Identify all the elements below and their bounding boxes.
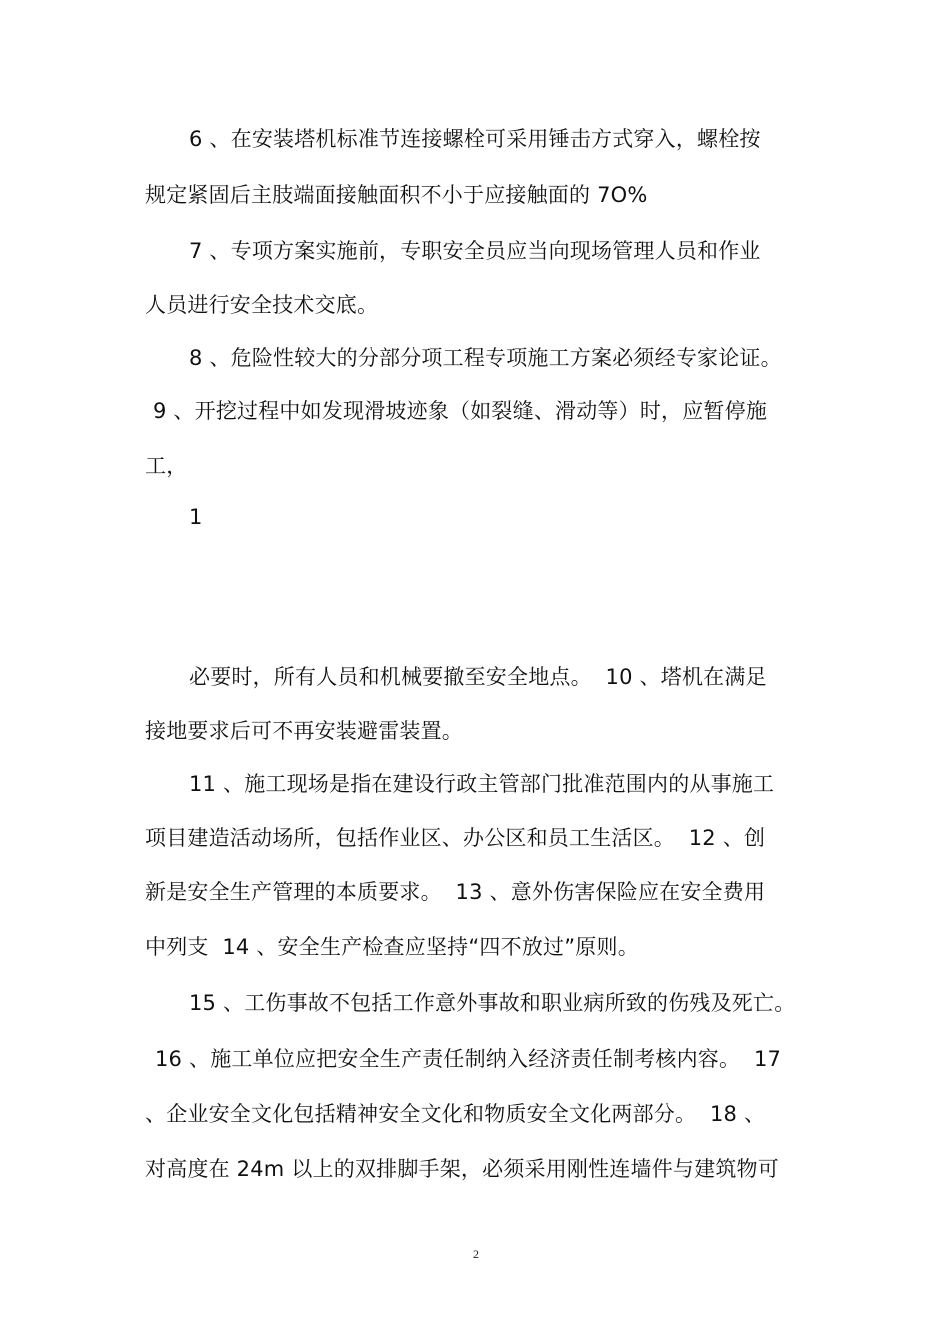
text-line: 中列支 14 、安全生产检查应坚持“四不放过”原则。 <box>145 935 639 959</box>
text-line: 接地要求后可不再安装避雷装置。 <box>145 719 463 743</box>
text-line: 9 、开挖过程中如发现滑坡迹象（如裂缝、滑动等）时，应暂停施 <box>153 399 768 423</box>
text-line: 6 、在安装塔机标准节连接螺栓可采用锤击方式穿入，螺栓按 <box>189 127 761 151</box>
text-line: 、企业安全文化包括精神安全文化和物质安全文化两部分。 18 、 <box>145 1102 766 1126</box>
text-line: 项目建造活动场所，包括作业区、办公区和员工生活区。 12 、创 <box>145 826 766 850</box>
page-number: 2 <box>473 1247 479 1261</box>
text-line: 新是安全生产管理的本质要求。 13 、意外伤害保险应在安全费用 <box>145 880 766 904</box>
text-line: 8 、危险性较大的分部分项工程专项施工方案必须经专家论证。 <box>189 346 782 370</box>
text-line: 1 <box>189 505 203 529</box>
text-line: 15 、工伤事故不包括工作意外事故和职业病所致的伤残及死亡。 <box>189 991 796 1015</box>
text-line: 16 、施工单位应把安全生产责任制纳入经济责任制考核内容。 17 <box>155 1047 782 1071</box>
text-line: 人员进行安全技术交底。 <box>145 293 379 317</box>
text-line: 11 、施工现场是指在建设行政主管部门批准范围内的从事施工 <box>189 772 775 796</box>
text-line: 工， <box>145 454 188 478</box>
text-line: 规定紧固后主肢端面接触面积不小于应接触面的 7O% <box>145 183 648 207</box>
text-line: 对高度在 24m 以上的双排脚手架，必须采用刚性连墙件与建筑物可 <box>145 1157 779 1181</box>
text-line: 7 、专项方案实施前，专职安全员应当向现场管理人员和作业 <box>189 239 761 263</box>
text-line: 必要时，所有人员和机械要撤至安全地点。 10 、塔机在满足 <box>189 665 767 689</box>
